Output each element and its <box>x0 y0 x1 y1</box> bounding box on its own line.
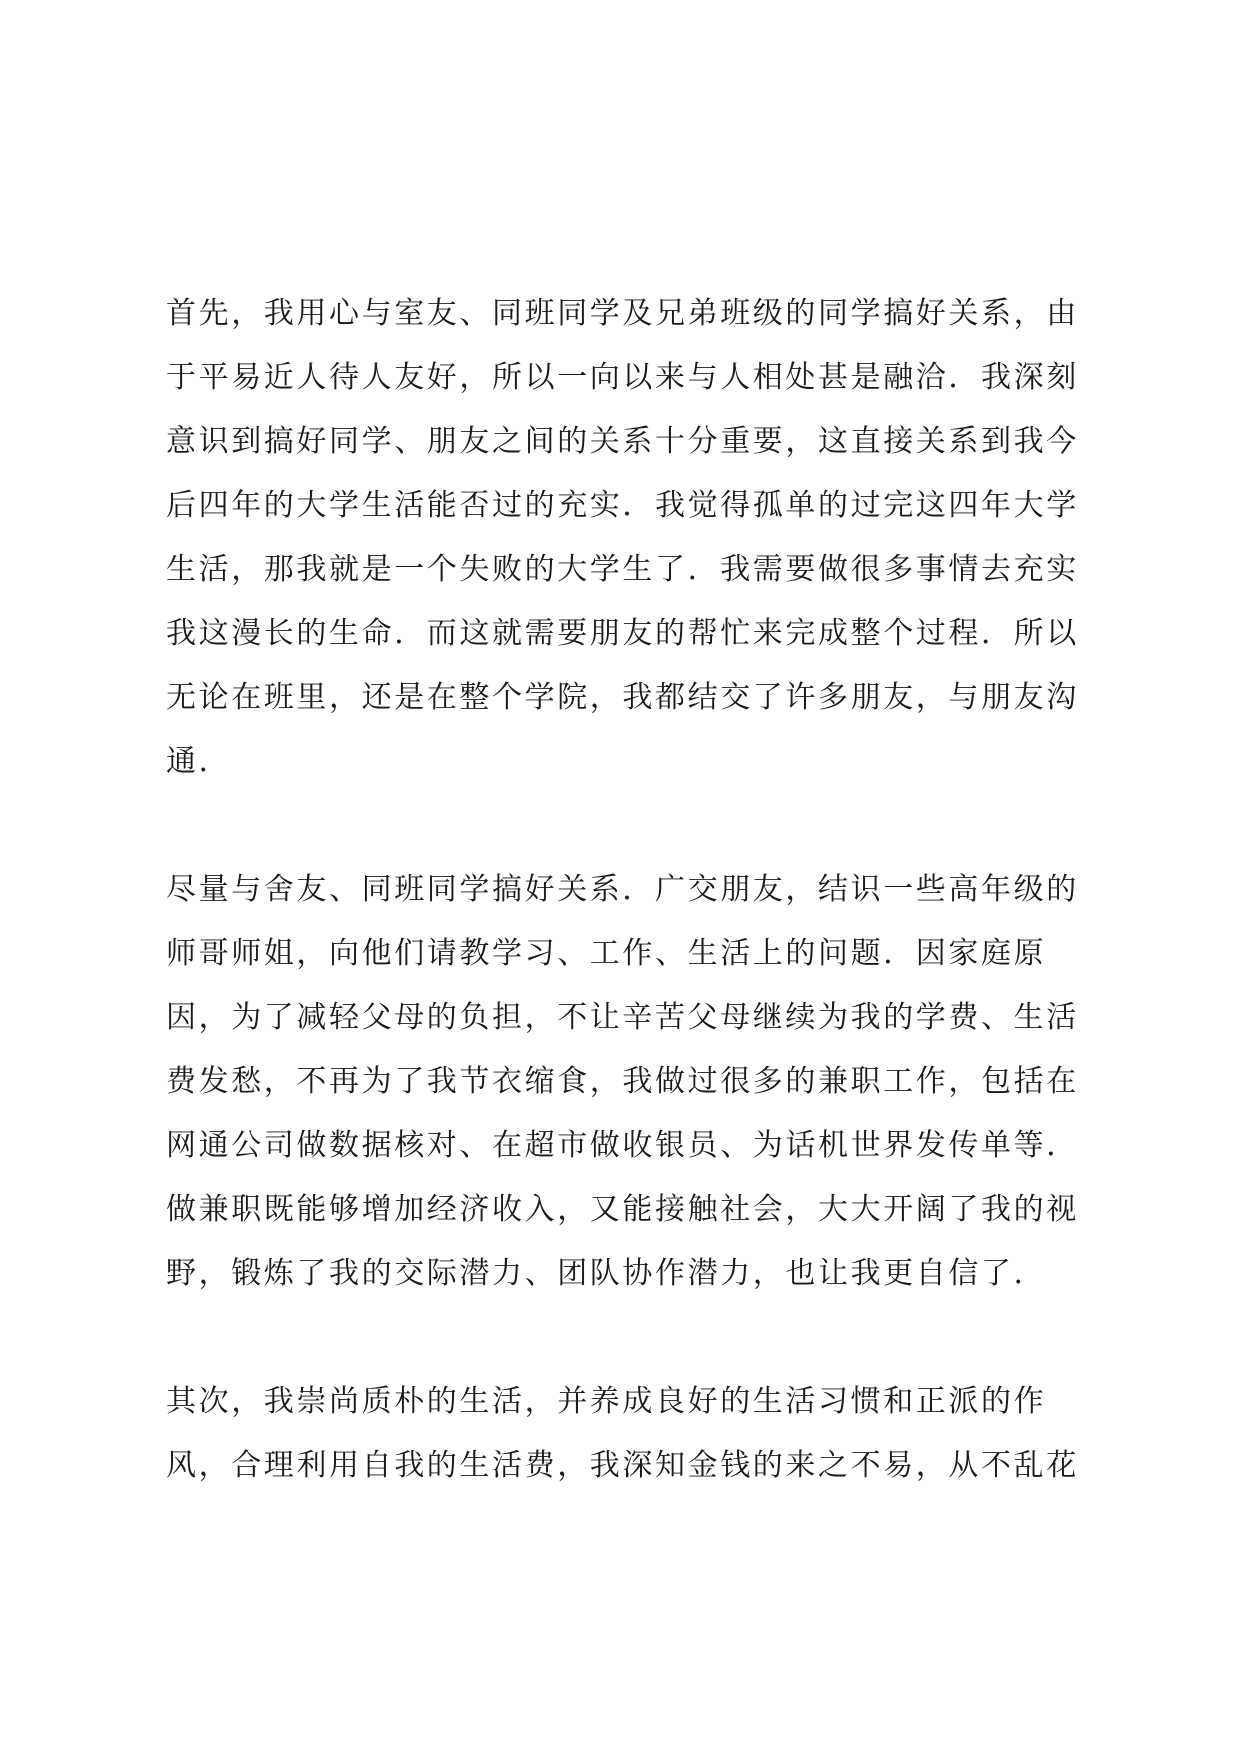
text-line: 首先，我用心与室友、同班同学及兄弟班级的同学搞好关系，由 <box>166 296 1079 331</box>
text-line: 于平易近人待人友好，所以一向以来与人相处甚是融洽．我深刻 <box>166 360 1079 395</box>
text-line: 网通公司做数据核对、在超市做收银员、为话机世界发传单等． <box>166 1128 1079 1163</box>
text-line: 做兼职既能够增加经济收入，又能接触社会，大大开阔了我的视 <box>166 1192 1079 1227</box>
text-line: 师哥师姐，向他们请教学习、工作、生活上的问题．因家庭原 <box>166 936 1047 971</box>
paragraph-2 <box>166 858 1106 1306</box>
text-line: 其次，我崇尚质朴的生活，并养成良好的生活习惯和正派的作 <box>166 1384 1047 1419</box>
text-line: 意识到搞好同学、朋友之间的关系十分重要，这直接关系到我今 <box>166 424 1079 459</box>
paragraph-3 <box>166 1370 1106 1498</box>
document-body <box>166 282 1106 1498</box>
text-line: 野，锻炼了我的交际潜力、团队协作潜力，也让我更自信了． <box>166 1256 1047 1291</box>
text-line: 风，合理利用自我的生活费，我深知金钱的来之不易，从不乱花 <box>166 1448 1079 1483</box>
text-line: 通． <box>166 744 232 779</box>
paragraph-spacer <box>166 1306 1106 1370</box>
text-line: 后四年的大学生活能否过的充实．我觉得孤单的过完这四年大学 <box>166 488 1079 523</box>
text-line: 生活，那我就是一个失败的大学生了．我需要做很多事情去充实 <box>166 552 1079 587</box>
paragraph-spacer <box>166 794 1106 858</box>
text-line: 我这漫长的生命．而这就需要朋友的帮忙来完成整个过程．所以 <box>166 616 1079 651</box>
text-line: 尽量与舍友、同班同学搞好关系．广交朋友，结识一些高年级的 <box>166 872 1079 907</box>
text-line: 费发愁，不再为了我节衣缩食，我做过很多的兼职工作，包括在 <box>166 1064 1079 1099</box>
paragraph-1 <box>166 282 1106 794</box>
text-line: 因，为了减轻父母的负担，不让辛苦父母继续为我的学费、生活 <box>166 1000 1079 1035</box>
text-line: 无论在班里，还是在整个学院，我都结交了许多朋友，与朋友沟 <box>166 680 1079 715</box>
